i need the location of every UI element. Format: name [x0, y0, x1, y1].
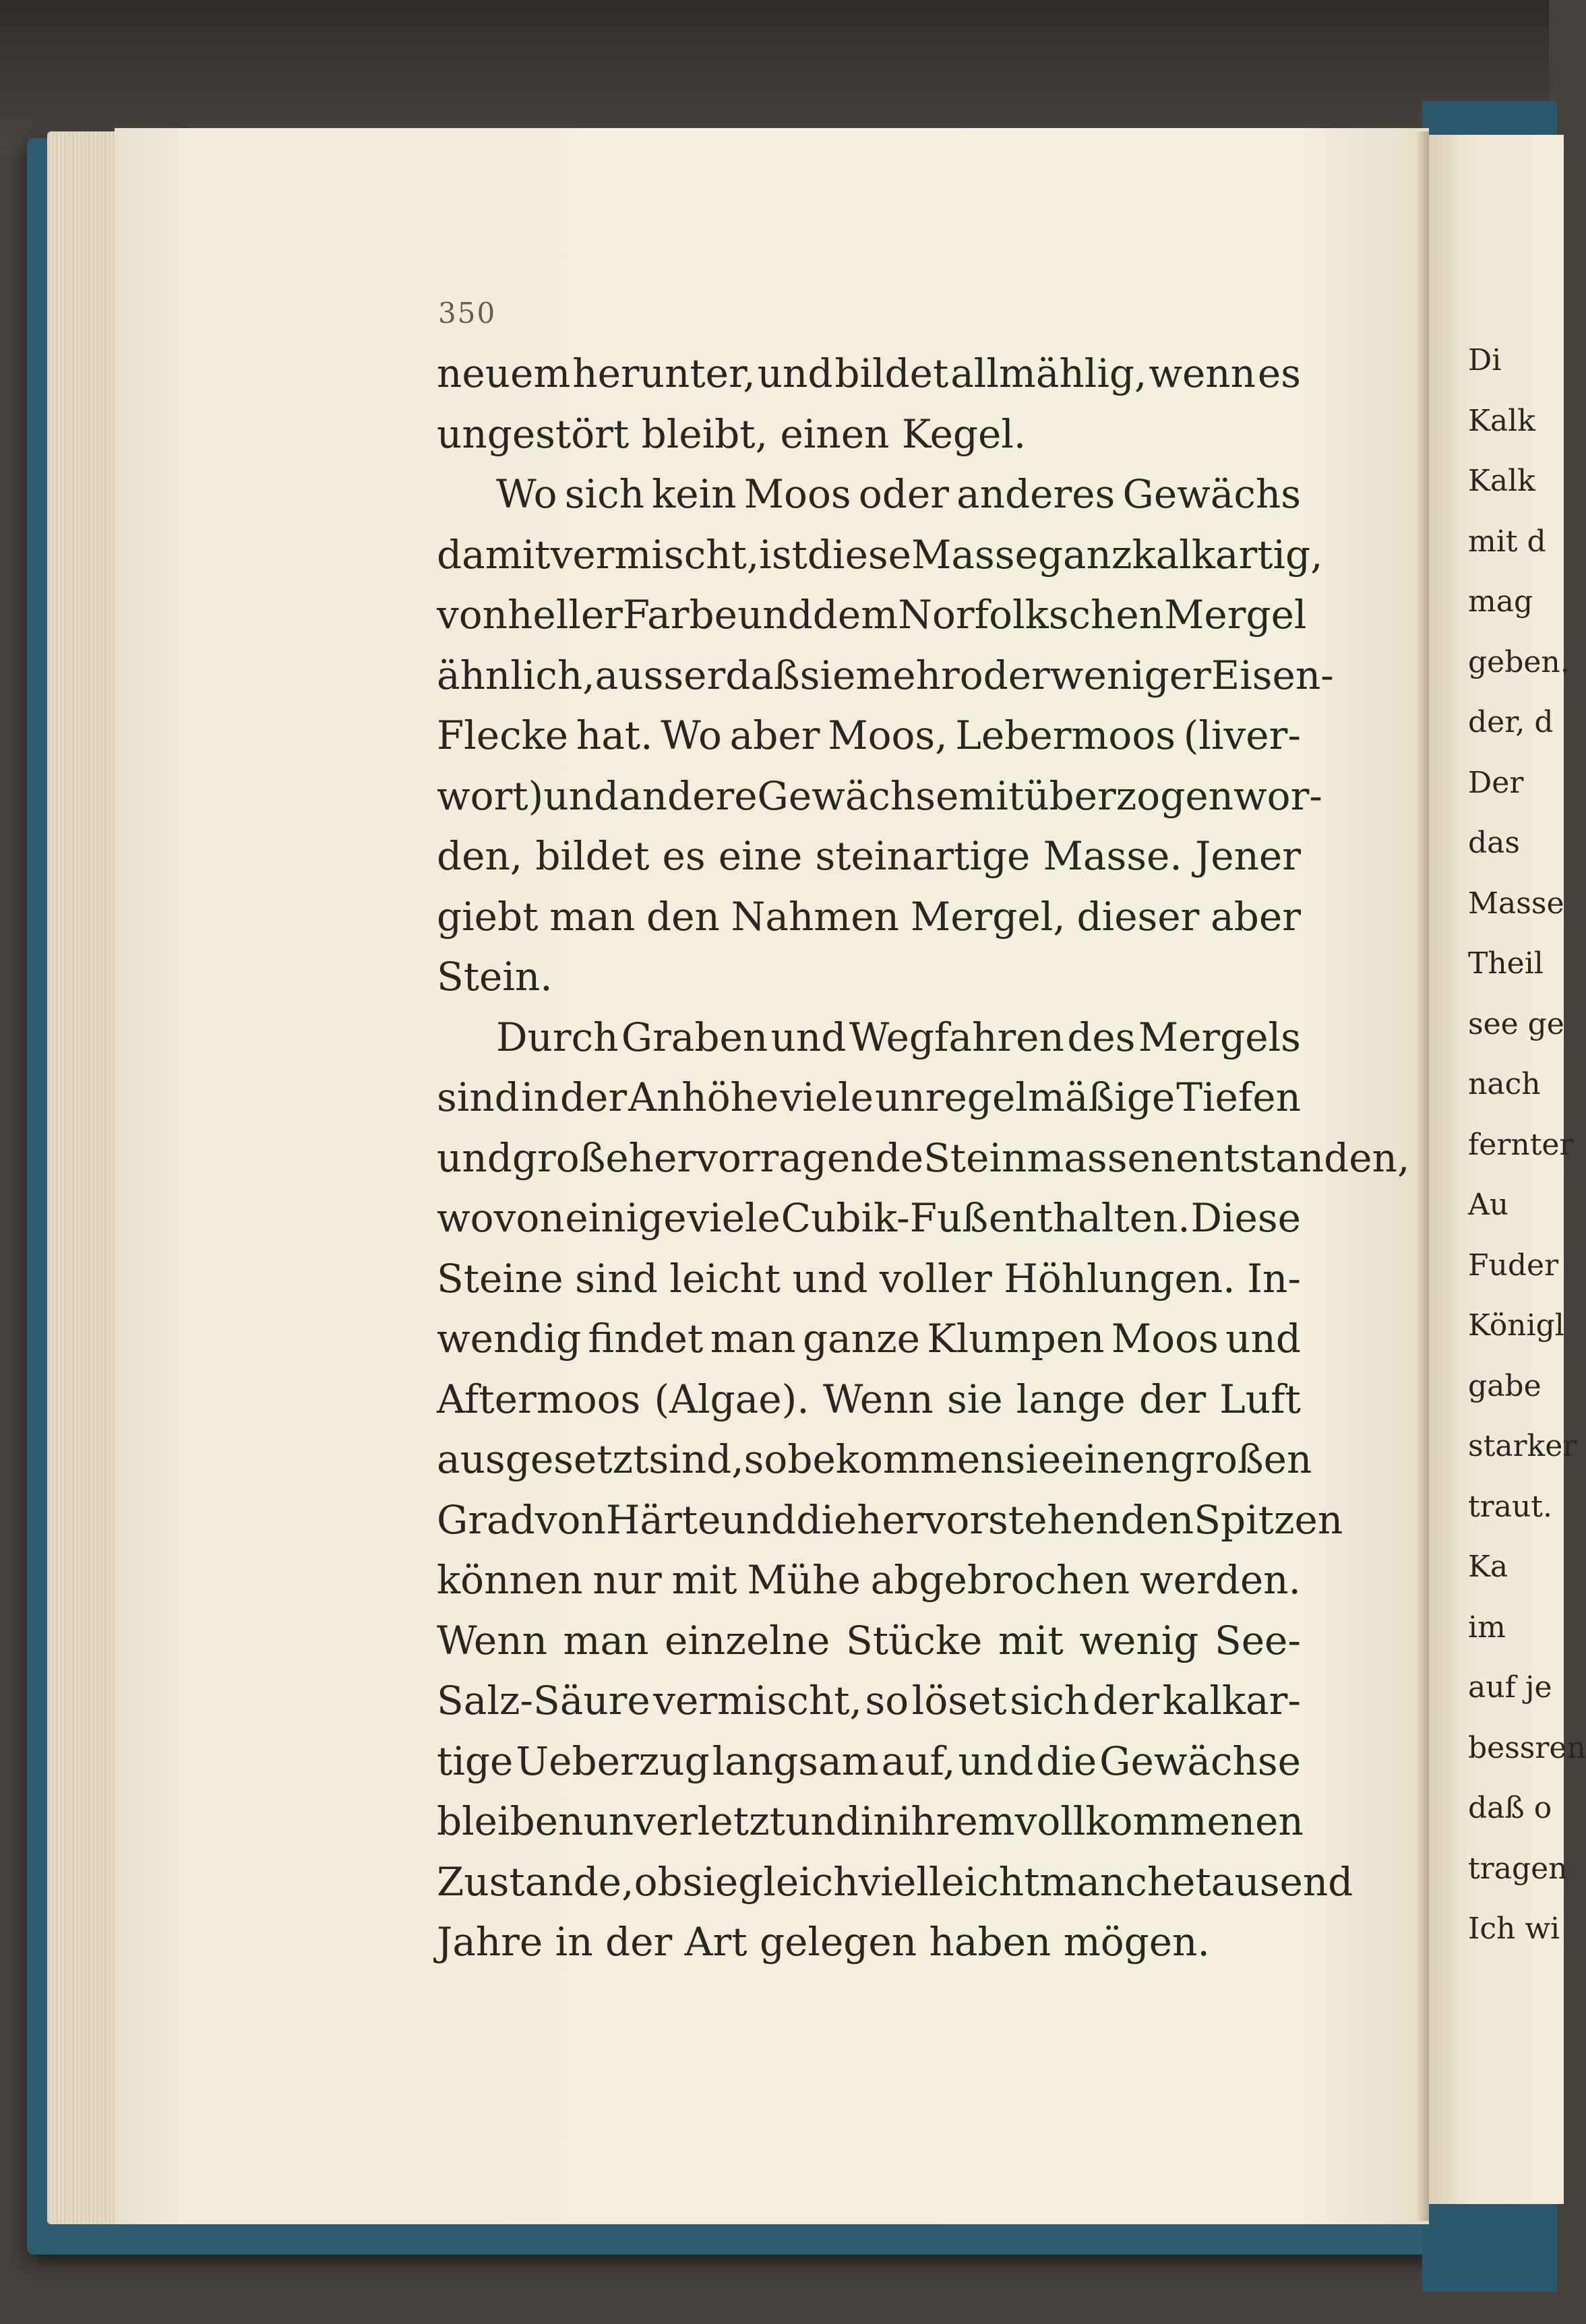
text-line: von heller Farbe und dem Norfolkschen Mergel [437, 592, 1307, 638]
text-line: Salz-Säure vermischt, so löset sich der kalkar- [437, 1678, 1301, 1723]
facing-page-fragment: Kalk [1468, 403, 1535, 438]
facing-page-fragment: see ge [1468, 1006, 1564, 1041]
facing-page-fragment: Theil [1468, 946, 1544, 981]
facing-page-fragment: traut. [1468, 1489, 1552, 1524]
text-line: den, bildet es eine steinartige Masse. Jener [437, 833, 1301, 879]
text-line: ungestört bleibt, einen Kegel. [437, 410, 1027, 457]
text-line: damit vermischt, ist diese Masse ganz kalkartig, [437, 531, 1323, 578]
text-line: Wo sich kein Moos oder anderes Gewächs [496, 471, 1301, 517]
body-text [437, 344, 1410, 1973]
facing-page-fragment: Der [1468, 765, 1524, 800]
facing-page-fragment: daß o [1468, 1791, 1552, 1825]
facing-page-fragment: Di [1468, 343, 1502, 377]
page-edges [47, 131, 121, 2224]
facing-page-fragment: das [1468, 826, 1520, 860]
text-line: Wenn man einzelne Stücke mit wenig See- [437, 1617, 1301, 1663]
text-line: und große hervorragende Steinmassen entstanden, [437, 1134, 1410, 1181]
text-line: ähnlich, ausser daß sie mehr oder weniger Eisen- [437, 652, 1334, 698]
facing-page-text [1468, 330, 1586, 1959]
text-line: Stein. [437, 954, 553, 1000]
facing-page-fragment: nach [1468, 1067, 1541, 1101]
facing-page-fragment: starker [1468, 1429, 1577, 1463]
facing-page-fragment: Au [1468, 1188, 1509, 1222]
facing-page-fragment: Kalk [1468, 464, 1535, 498]
facing-page-fragment: bessren [1468, 1730, 1586, 1765]
text-line: wort) und andere Gewächse mit überzogen wor- [437, 772, 1322, 819]
facing-page-fragment: mag [1468, 584, 1533, 619]
facing-page-fragment: tragen [1468, 1851, 1568, 1886]
text-line: Grad von Härte und die hervorstehenden Spitzen [437, 1496, 1343, 1543]
text-line: giebt man den Nahmen Mergel, dieser aber [437, 893, 1301, 940]
facing-page-fragment: Ka [1468, 1550, 1508, 1584]
facing-page-fragment: gabe [1468, 1368, 1542, 1403]
text-line: Zustande, ob sie gleich vielleicht manche tausend [437, 1858, 1353, 1905]
text-line: wendig findet man ganze Klumpen Moos und [437, 1316, 1301, 1362]
facing-page-fragment: im [1468, 1610, 1506, 1645]
facing-page-fragment: geben. [1468, 644, 1570, 679]
facing-page-fragment: Masse [1468, 886, 1564, 921]
text-line: wovon einige viele Cubik-Fuß enthalten. Diese [437, 1195, 1301, 1241]
facing-page-fragment: Königl [1468, 1308, 1564, 1343]
gutter-shadow [1415, 131, 1429, 2221]
facing-page-fragment: fernter [1468, 1127, 1574, 1162]
text-line: können nur mit Mühe abgebrochen werden. [437, 1557, 1301, 1603]
text-line: Durch Graben und Wegfahren des Mergels [496, 1014, 1301, 1060]
text-line: Aftermoos (Algae). Wenn sie lange der Luft [437, 1376, 1301, 1422]
facing-page-fragment: der, d [1468, 705, 1554, 739]
text-line: bleiben unverletzt und in ihrem vollkommenen [437, 1798, 1304, 1844]
text-line: Steine sind leicht und voller Höhlungen. In- [437, 1255, 1301, 1302]
text-line: neuem herunter, und bildet allmählig, wenn es [437, 350, 1301, 396]
facing-page-fragment: Ich wi [1468, 1912, 1560, 1946]
facing-page-fragment: mit d [1468, 524, 1546, 559]
facing-page-fragment: Fuder [1468, 1248, 1559, 1283]
text-line: Jahre in der Art gelegen haben mögen. [437, 1919, 1210, 1965]
text-line: sind in der Anhöhe viele unregelmäßige Tiefen [437, 1074, 1301, 1120]
text-line: tige Ueberzug langsam auf, und die Gewächse [437, 1738, 1301, 1784]
text-line: ausgesetzt sind, so bekommen sie einen großen [437, 1436, 1312, 1482]
text-line: Flecke hat. Wo aber Moos, Lebermoos (liver- [437, 712, 1301, 758]
page-number: 350 [438, 297, 497, 330]
facing-page-fragment: auf je [1468, 1670, 1552, 1705]
